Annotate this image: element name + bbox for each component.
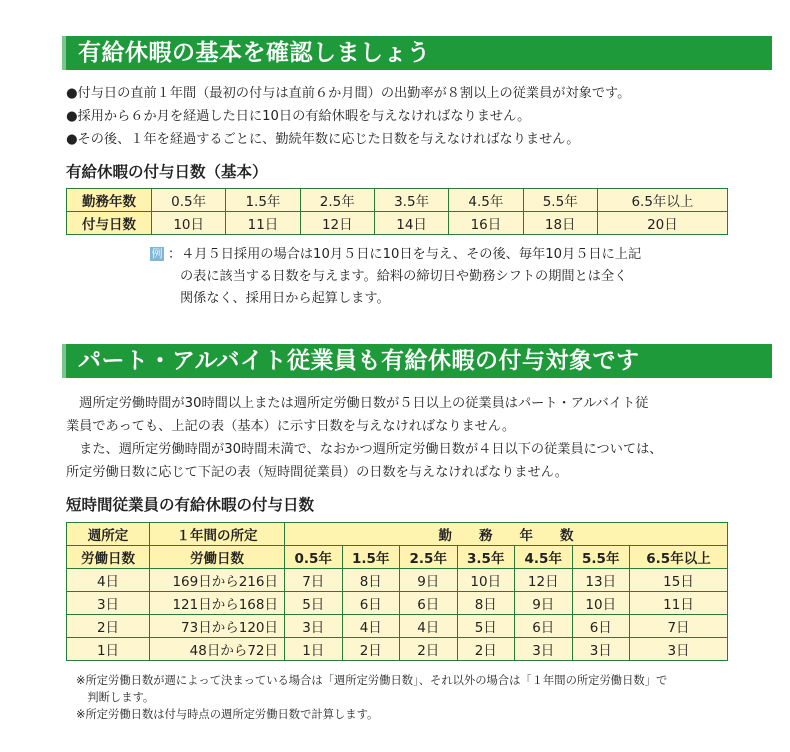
basic-grant-table bbox=[66, 188, 728, 235]
table-cell: 3日 bbox=[515, 638, 573, 661]
table-cell: 48日から72日 bbox=[150, 638, 285, 661]
table-cell: 7日 bbox=[630, 615, 728, 638]
table-cell: 2.5年 bbox=[300, 189, 374, 212]
table-cell: 2日 bbox=[400, 638, 458, 661]
bullet-item: ●採用から６か月を経過した日に10日の有給休暇を与えなければなりません。 bbox=[66, 109, 531, 124]
footnotes bbox=[76, 672, 667, 723]
table-cell: 13日 bbox=[572, 569, 630, 592]
table-cell: 4日 bbox=[400, 615, 458, 638]
table-title-short-time: 短時間従業員の有給休暇の付与日数 bbox=[66, 496, 315, 514]
footnote: 判断します。 bbox=[76, 691, 155, 704]
table-row bbox=[67, 212, 728, 235]
column-header: 週所定 bbox=[67, 523, 150, 546]
table-header-row bbox=[67, 523, 728, 546]
column-header: 3.5年 bbox=[457, 546, 515, 569]
table-cell: 6日 bbox=[342, 592, 400, 615]
footnote: ※所定労働日数は付与時点の週所定労働日数で計算します。 bbox=[76, 708, 379, 721]
table-cell: 9日 bbox=[400, 569, 458, 592]
table-cell: 16日 bbox=[449, 212, 523, 235]
table-cell: 3日 bbox=[630, 638, 728, 661]
bullet-list bbox=[66, 82, 630, 151]
row-label: 付与日数 bbox=[67, 212, 152, 235]
table-row bbox=[67, 189, 728, 212]
table-cell: 2日 bbox=[457, 638, 515, 661]
table-cell: 4日 bbox=[342, 615, 400, 638]
paragraph-line: また、週所定労働時間が30時間未満で、なおかつ週所定労働日数が４日以下の従業員については、 bbox=[66, 442, 663, 457]
table-cell: 10日 bbox=[152, 212, 226, 235]
table-cell: 5日 bbox=[285, 592, 343, 615]
example-tag: 例 bbox=[151, 247, 163, 260]
table-cell: 5.5年 bbox=[523, 189, 597, 212]
example-line: 関係なく、採用日から起算します。 bbox=[180, 291, 390, 306]
column-header: 2.5年 bbox=[400, 546, 458, 569]
table-cell: 10日 bbox=[572, 592, 630, 615]
table-row bbox=[67, 592, 728, 615]
table-cell: 18日 bbox=[523, 212, 597, 235]
table-cell: 2日 bbox=[342, 638, 400, 661]
column-header: 労働日数 bbox=[150, 546, 285, 569]
table-cell: 15日 bbox=[630, 569, 728, 592]
column-header: 6.5年以上 bbox=[630, 546, 728, 569]
column-header: 4.5年 bbox=[515, 546, 573, 569]
table-cell: 7日 bbox=[285, 569, 343, 592]
column-header: 1.5年 bbox=[342, 546, 400, 569]
table-cell: 4日 bbox=[67, 569, 150, 592]
table-cell: 3.5年 bbox=[374, 189, 448, 212]
table-cell: 6日 bbox=[572, 615, 630, 638]
table-cell: 1日 bbox=[67, 638, 150, 661]
header-notch-accent bbox=[62, 344, 66, 378]
table-row bbox=[67, 615, 728, 638]
example-line: の表に該当する日数を与えます。給料の締切日や勤務シフトの期間とは全く bbox=[180, 269, 628, 284]
table-cell: 6日 bbox=[515, 615, 573, 638]
table-cell: 6.5年以上 bbox=[597, 189, 727, 212]
table-cell: 11日 bbox=[226, 212, 300, 235]
part-time-paragraph bbox=[66, 392, 746, 484]
table-cell: 3日 bbox=[572, 638, 630, 661]
table-cell: 10日 bbox=[457, 569, 515, 592]
table-header-row bbox=[67, 546, 728, 569]
table-cell: 169日から216日 bbox=[150, 569, 285, 592]
table-cell: 1.5年 bbox=[226, 189, 300, 212]
table-cell: 11日 bbox=[630, 592, 728, 615]
column-header: １年間の所定 bbox=[150, 523, 285, 546]
table-cell: 3日 bbox=[285, 615, 343, 638]
header-notch bbox=[48, 344, 62, 378]
header-notch-accent bbox=[62, 36, 66, 70]
example-note bbox=[150, 244, 641, 310]
bullet-item: ●付与日の直前１年間（最初の付与は直前６か月間）の出勤率が８割以上の従業員が対象です。 bbox=[66, 86, 631, 101]
table-cell: 14日 bbox=[374, 212, 448, 235]
section-title: 有給休暇の基本を確認しましょう bbox=[78, 40, 431, 66]
table-cell: 1日 bbox=[285, 638, 343, 661]
row-label: 勤務年数 bbox=[67, 189, 152, 212]
bullet-item: ●その後、１年を経過するごとに、勤続年数に応じた日数を与えなければなりません。 bbox=[66, 132, 580, 147]
section-header-part-time bbox=[48, 344, 772, 378]
column-header-span: 勤 務 年 数 bbox=[285, 523, 728, 546]
table-cell: 0.5年 bbox=[152, 189, 226, 212]
table-cell: 8日 bbox=[342, 569, 400, 592]
paragraph-line: 所定労働日数に応じて下記の表（短時間従業員）の日数を与えなければなりません。 bbox=[66, 465, 568, 480]
table-cell: 6日 bbox=[400, 592, 458, 615]
example-line: ：４月５日採用の場合は10月５日に10日を与え、その後、毎年10月５日に上記 bbox=[168, 247, 642, 262]
table-cell: 121日から168日 bbox=[150, 592, 285, 615]
table-cell: 4.5年 bbox=[449, 189, 523, 212]
section-title: パート・アルバイト従業員も有給休暇の付与対象です bbox=[78, 348, 640, 374]
table-row bbox=[67, 638, 728, 661]
table-title-basic: 有給休暇の付与日数（基本） bbox=[66, 163, 268, 181]
table-cell: 12日 bbox=[300, 212, 374, 235]
short-time-grant-table bbox=[66, 522, 728, 661]
section-header-basics bbox=[48, 36, 772, 70]
column-header: 労働日数 bbox=[67, 546, 150, 569]
table-cell: 5日 bbox=[457, 615, 515, 638]
footnote: ※所定労働日数が週によって決まっている場合は「週所定労働日数」、それ以外の場合は「１年間の所定労働日数」で bbox=[76, 674, 668, 687]
header-notch bbox=[48, 36, 62, 70]
table-row bbox=[67, 569, 728, 592]
table-cell: 20日 bbox=[597, 212, 727, 235]
table-cell: 12日 bbox=[515, 569, 573, 592]
table-cell: 3日 bbox=[67, 592, 150, 615]
table-cell: 8日 bbox=[457, 592, 515, 615]
table-cell: 73日から120日 bbox=[150, 615, 285, 638]
table-cell: 2日 bbox=[67, 615, 150, 638]
table-cell: 9日 bbox=[515, 592, 573, 615]
paragraph-line: 週所定労働時間が30時間以上または週所定労働日数が５日以上の従業員はパート・アルバイト従 bbox=[66, 396, 649, 411]
column-header: 0.5年 bbox=[285, 546, 343, 569]
column-header: 5.5年 bbox=[572, 546, 630, 569]
paragraph-line: 業員であっても、上記の表（基本）に示す日数を与えなければなりません。 bbox=[66, 419, 516, 434]
